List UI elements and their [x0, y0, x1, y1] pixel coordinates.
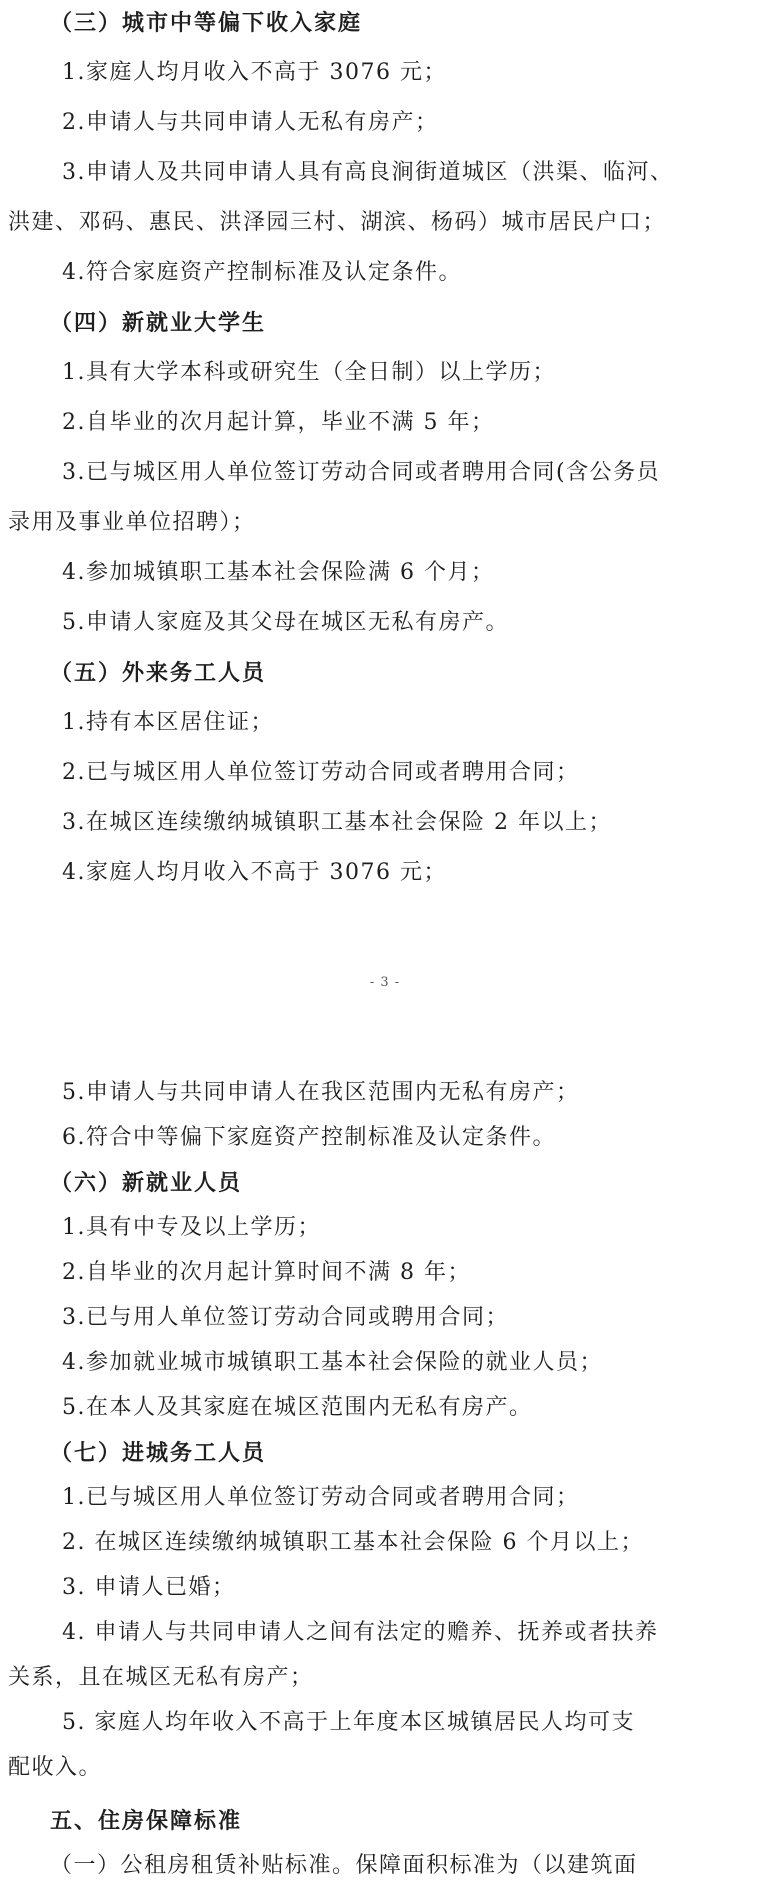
paragraph-line: 5.申请人家庭及其父母在城区无私有房产。: [62, 610, 509, 635]
paragraph-line: 3.已与用人单位签订劳动合同或聘用合同；: [62, 1305, 509, 1330]
paragraph-line: （一）公租房租赁补贴标准。保障面积标准为（以建筑面: [50, 1853, 638, 1878]
paragraph-line: 5.在本人及其家庭在城区范围内无私有房产。: [62, 1395, 533, 1420]
paragraph-line: 录用及事业单位招聘）；: [8, 510, 256, 535]
paragraph-line: 6.符合中等偏下家庭资产控制标准及认定条件。: [62, 1125, 556, 1150]
paragraph-line: 1.家庭人均月收入不高于 3076 元；: [62, 60, 447, 85]
paragraph-line: 4.符合家庭资产控制标准及认定条件。: [62, 260, 462, 285]
section-heading-new-graduates: （四）新就业大学生: [50, 310, 267, 336]
paragraph-line: 2.自毕业的次月起计算时间不满 8 年；: [62, 1260, 471, 1285]
section-heading-urban-lower-middle-income: （三）城市中等偏下收入家庭: [50, 10, 363, 36]
section-heading-migrant-workers: （五）外来务工人员: [50, 660, 267, 686]
paragraph-line: 4.参加城镇职工基本社会保险满 6 个月；: [62, 560, 495, 585]
paragraph-line: 4.家庭人均月收入不高于 3076 元；: [62, 860, 447, 885]
paragraph-line: 2. 在城区连续缴纳城镇职工基本社会保险 6 个月以上；: [62, 1530, 644, 1555]
paragraph-line: 1.持有本区居住证；: [62, 710, 274, 735]
paragraph-line: 2.自毕业的次月起计算，毕业不满 5 年；: [62, 410, 495, 435]
paragraph-line: 3.申请人及共同申请人具有高良涧街道城区（洪渠、临河、: [62, 160, 674, 185]
paragraph-line: 5. 家庭人均年收入不高于上年度本区城镇居民人均可支: [62, 1710, 635, 1735]
paragraph-line: 3.已与城区用人单位签订劳动合同或者聘用合同(含公务员: [62, 460, 661, 485]
paragraph-line: 3. 申请人已婚；: [62, 1575, 236, 1600]
page-number: - 3 -: [369, 975, 401, 990]
paragraph-line: 洪建、邓码、惠民、洪泽园三村、湖滨、杨码）城市居民户口；: [8, 210, 667, 235]
paragraph-line: 1.已与城区用人单位签订劳动合同或者聘用合同；: [62, 1485, 580, 1510]
section-heading-new-employees: （六）新就业人员: [50, 1170, 243, 1196]
paragraph-line: 1.具有中专及以上学历；: [62, 1215, 321, 1240]
paragraph-line: 关系，且在城区无私有房产；: [8, 1665, 314, 1690]
paragraph-line: 4.参加就业城市城镇职工基本社会保险的就业人员；: [62, 1350, 603, 1375]
paragraph-line: 4. 申请人与共同申请人之间有法定的赡养、抚养或者扶养: [62, 1620, 659, 1645]
paragraph-line: 配收入。: [8, 1755, 103, 1780]
section-heading-rural-migrant-workers: （七）进城务工人员: [50, 1440, 267, 1466]
paragraph-line: 5.申请人与共同申请人在我区范围内无私有房产；: [62, 1080, 580, 1105]
document-page-3: [0, 0, 770, 925]
paragraph-line: 3.在城区连续缴纳城镇职工基本社会保险 2 年以上；: [62, 810, 612, 835]
document-page-4: [0, 1050, 770, 1897]
paragraph-line: 2.申请人与共同申请人无私有房产；: [62, 110, 439, 135]
paragraph-line: 1.具有大学本科或研究生（全日制）以上学历；: [62, 360, 556, 385]
paragraph-line: 2.已与城区用人单位签订劳动合同或者聘用合同；: [62, 760, 580, 785]
section-heading-housing-standards: 五、住房保障标准: [50, 1808, 243, 1834]
